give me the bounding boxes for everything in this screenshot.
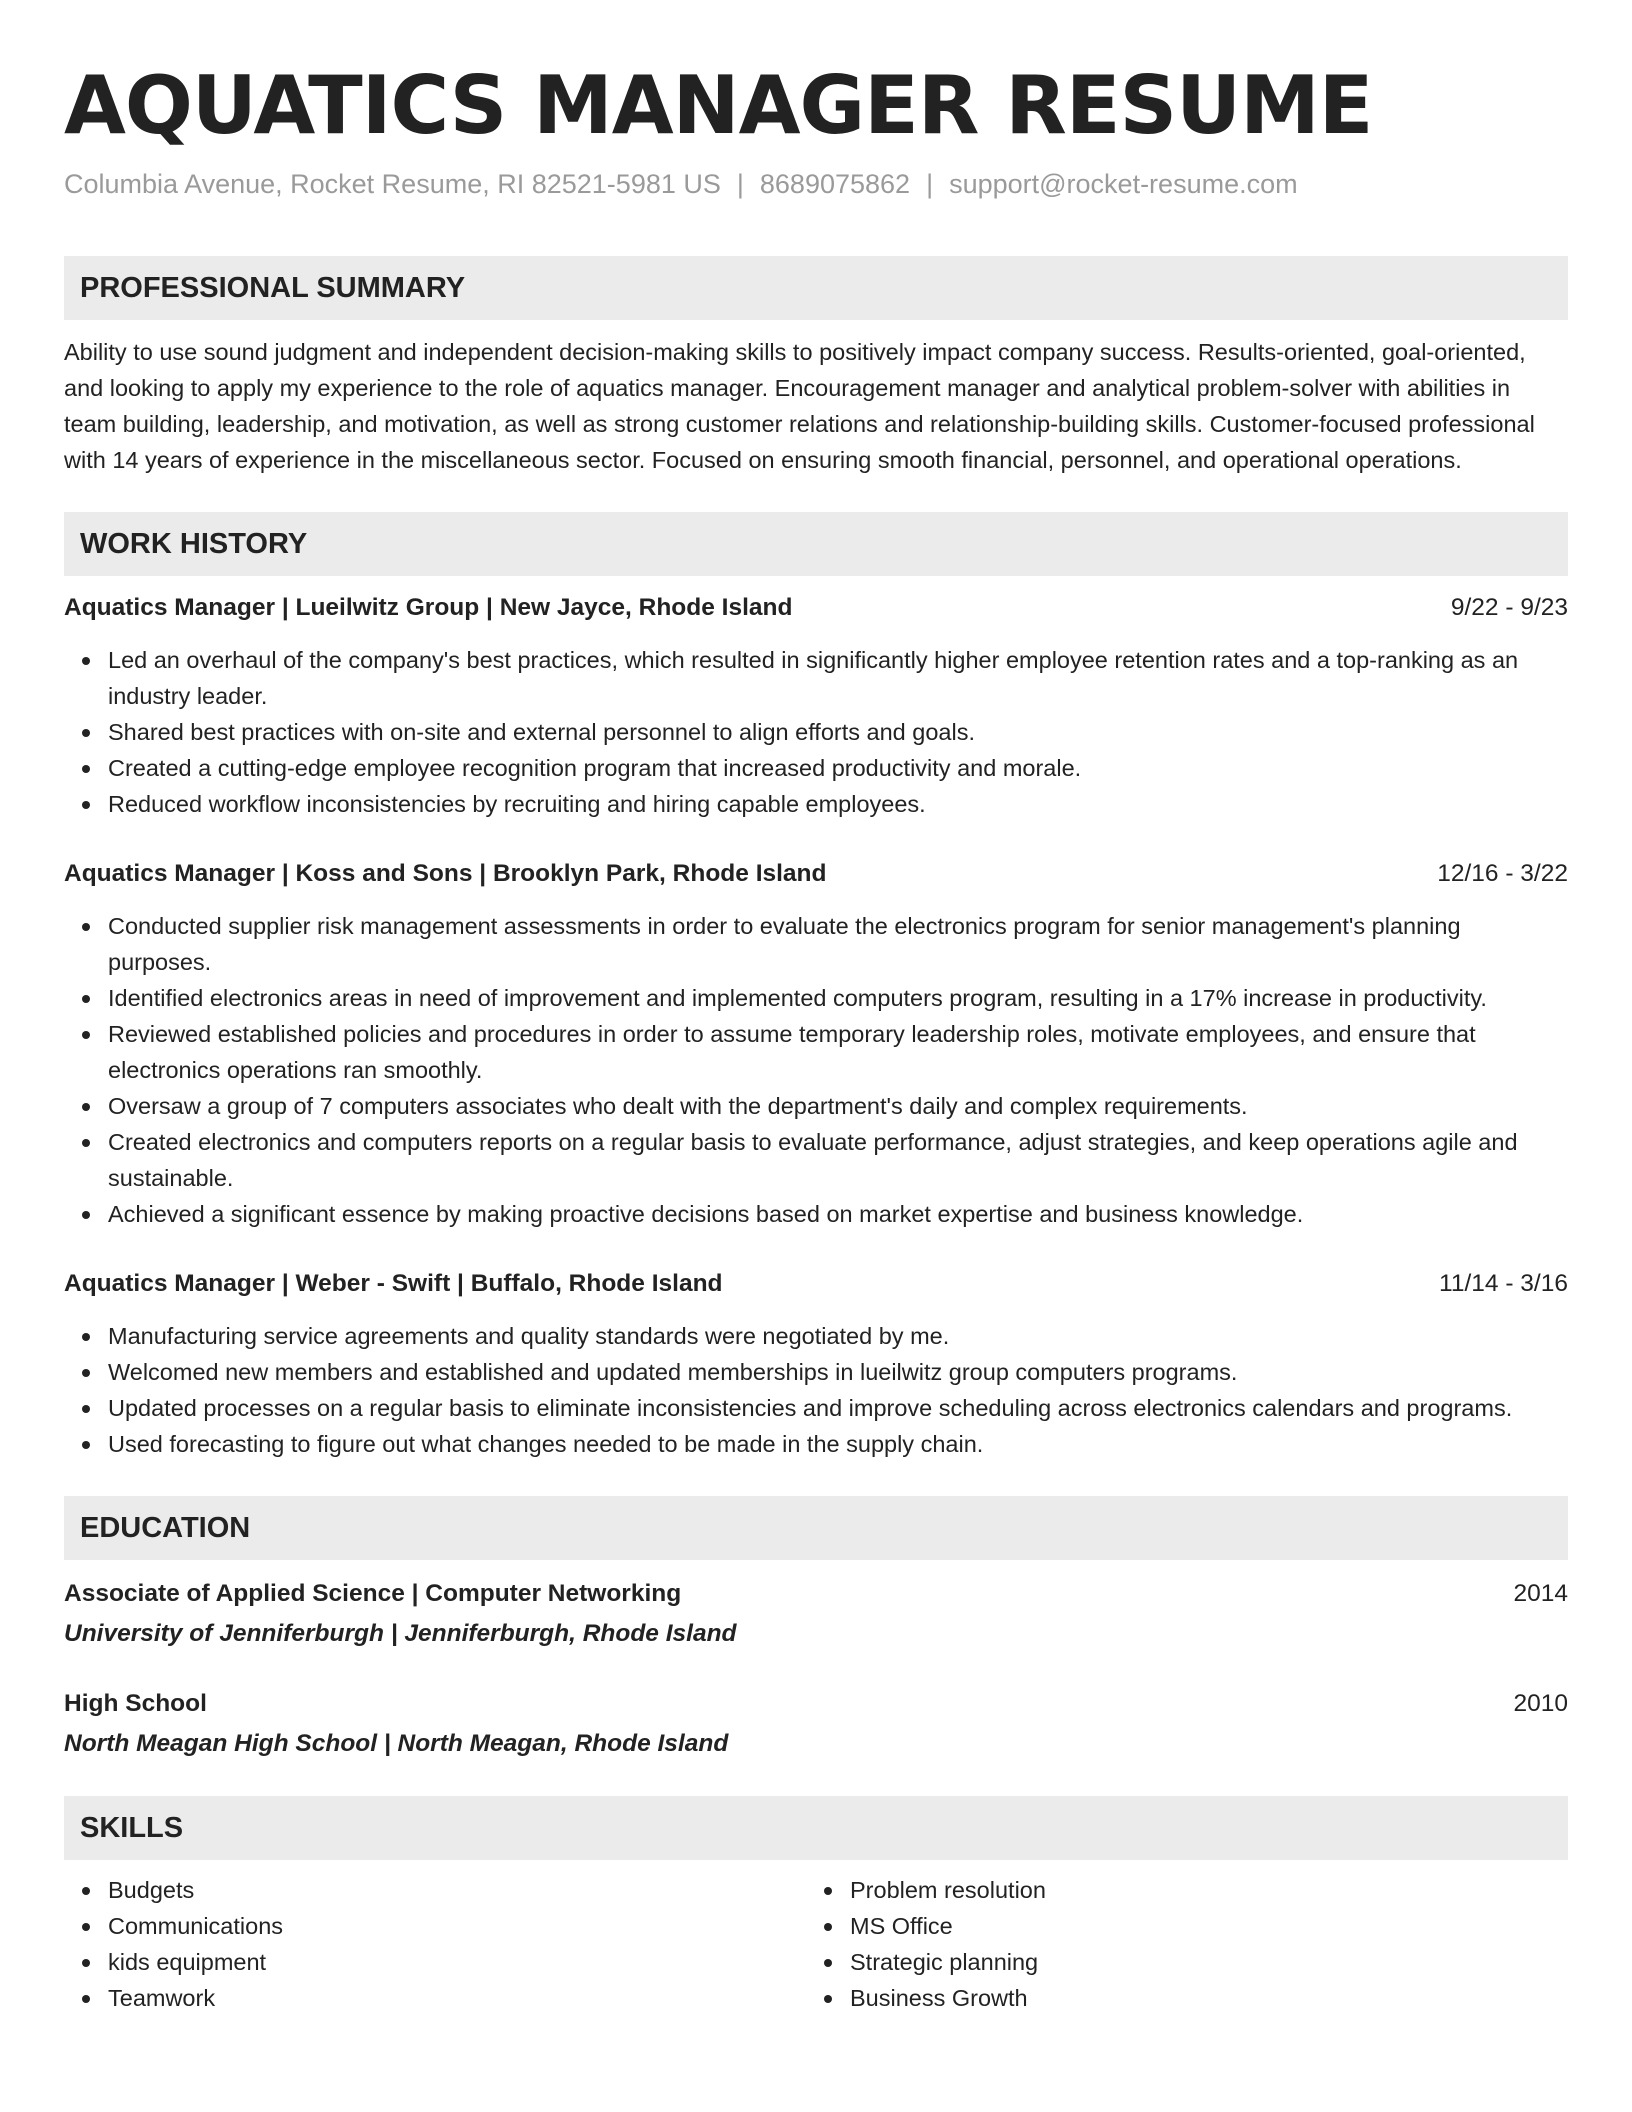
job-entry	[64, 856, 1568, 1232]
job-header	[64, 590, 1568, 626]
list-item: Identified electronics areas in need of improvement and implemented computers program, resulting in a 17% increase in productivity.	[64, 980, 1568, 1016]
job-dates: 12/16 - 3/22	[1437, 860, 1568, 887]
list-item: Led an overhaul of the company's best practices, which resulted in significantly higher employee retention rates and a top-ranking as an industry leader.	[64, 642, 1568, 714]
job-bullets	[64, 1318, 1568, 1462]
list-item: Welcomed new members and established and updated memberships in lueilwitz group computers programs.	[64, 1354, 1568, 1390]
skills-column-right	[806, 1872, 1548, 2016]
job-bullets	[64, 908, 1568, 1232]
job-dates: 9/22 - 9/23	[1450, 594, 1568, 621]
list-item: Problem resolution	[806, 1872, 1548, 1908]
list-item: Updated processes on a regular basis to eliminate inconsistencies and improve scheduling across electronics calendars and programs.	[64, 1390, 1568, 1426]
education-degree: High School	[64, 1690, 207, 1717]
list-item: Business Growth	[806, 1980, 1548, 2016]
list-item: Reviewed established policies and procedures in order to assume temporary leadership roles, motivate employees, and ensure that electronics operations ran smoothly.	[64, 1016, 1568, 1088]
job-title: Aquatics Manager | Koss and Sons | Brooklyn Park, Rhode Island	[64, 860, 827, 887]
resume-title: AQUATICS MANAGER RESUME	[64, 59, 1373, 152]
list-item: Teamwork	[64, 1980, 806, 2016]
education-school: University of Jenniferburgh | Jenniferburgh, Rhode Island	[64, 1620, 737, 1647]
skills-list	[64, 1872, 1568, 2016]
job-header	[64, 856, 1568, 892]
job-entry	[64, 590, 1568, 822]
list-item: kids equipment	[64, 1944, 806, 1980]
job-bullets	[64, 642, 1568, 822]
job-title: Aquatics Manager | Lueilwitz Group | New Jayce, Rhode Island	[64, 594, 793, 621]
section-header-work-history: WORK HISTORY	[64, 512, 1568, 576]
list-item: Achieved a significant essence by making proactive decisions based on market expertise and business knowledge.	[64, 1196, 1568, 1232]
education-entry	[64, 1686, 1568, 1762]
skills-column-left	[64, 1872, 806, 2016]
education-header	[64, 1686, 1568, 1722]
contact-separator: |	[736, 169, 744, 199]
job-title: Aquatics Manager | Weber - Swift | Buffalo, Rhode Island	[64, 1270, 723, 1297]
list-item: MS Office	[806, 1908, 1548, 1944]
section-header-summary: PROFESSIONAL SUMMARY	[64, 256, 1568, 320]
contact-line	[64, 166, 1568, 202]
education-school: North Meagan High School | North Meagan, Rhode Island	[64, 1730, 729, 1757]
section-header-skills: SKILLS	[64, 1796, 1568, 1860]
list-item: Budgets	[64, 1872, 806, 1908]
resume-page	[64, 0, 1568, 2016]
job-dates: 11/14 - 3/16	[1439, 1270, 1568, 1297]
education-header	[64, 1576, 1568, 1612]
education-entry	[64, 1576, 1568, 1652]
job-header	[64, 1266, 1568, 1302]
contact-phone: 8689075862	[759, 169, 911, 199]
list-item: Strategic planning	[806, 1944, 1548, 1980]
summary-text: Ability to use sound judgment and independent decision-making skills to positively impact company success. Results-oriented, goal-oriented, and looking to apply my experience to the role of aquatics manager. Encouragement manager and analytical problem-solver with abilities in team building, leadership, and motivation, as well as strong customer relations and relationship-building skills. Customer-focused professional with 14 years of experience in the miscellaneous sector. Focused on ensuring smooth financial, personnel, and operational operations.	[64, 339, 1535, 473]
list-item: Created a cutting-edge employee recognition program that increased productivity and morale.	[64, 750, 1568, 786]
list-item: Created electronics and computers reports on a regular basis to evaluate performance, adjust strategies, and keep operations agile and sustainable.	[64, 1124, 1568, 1196]
education-year: 2010	[1513, 1690, 1568, 1717]
list-item: Manufacturing service agreements and quality standards were negotiated by me.	[64, 1318, 1568, 1354]
list-item: Reduced workflow inconsistencies by recruiting and hiring capable employees.	[64, 786, 1568, 822]
contact-separator: |	[926, 169, 934, 199]
education-degree: Associate of Applied Science | Computer Networking	[64, 1580, 682, 1607]
list-item: Used forecasting to figure out what changes needed to be made in the supply chain.	[64, 1426, 1568, 1462]
list-item: Conducted supplier risk management assessments in order to evaluate the electronics program for senior management's planning purposes.	[64, 908, 1568, 980]
job-entry	[64, 1266, 1568, 1462]
section-header-education: EDUCATION	[64, 1496, 1568, 1560]
contact-address: Columbia Avenue, Rocket Resume, RI 82521-5981 US	[64, 169, 721, 199]
list-item: Communications	[64, 1908, 806, 1944]
education-year: 2014	[1513, 1580, 1568, 1607]
contact-email: support@rocket-resume.com	[949, 169, 1298, 199]
list-item: Shared best practices with on-site and external personnel to align efforts and goals.	[64, 714, 1568, 750]
list-item: Oversaw a group of 7 computers associates who dealt with the department's daily and complex requirements.	[64, 1088, 1568, 1124]
